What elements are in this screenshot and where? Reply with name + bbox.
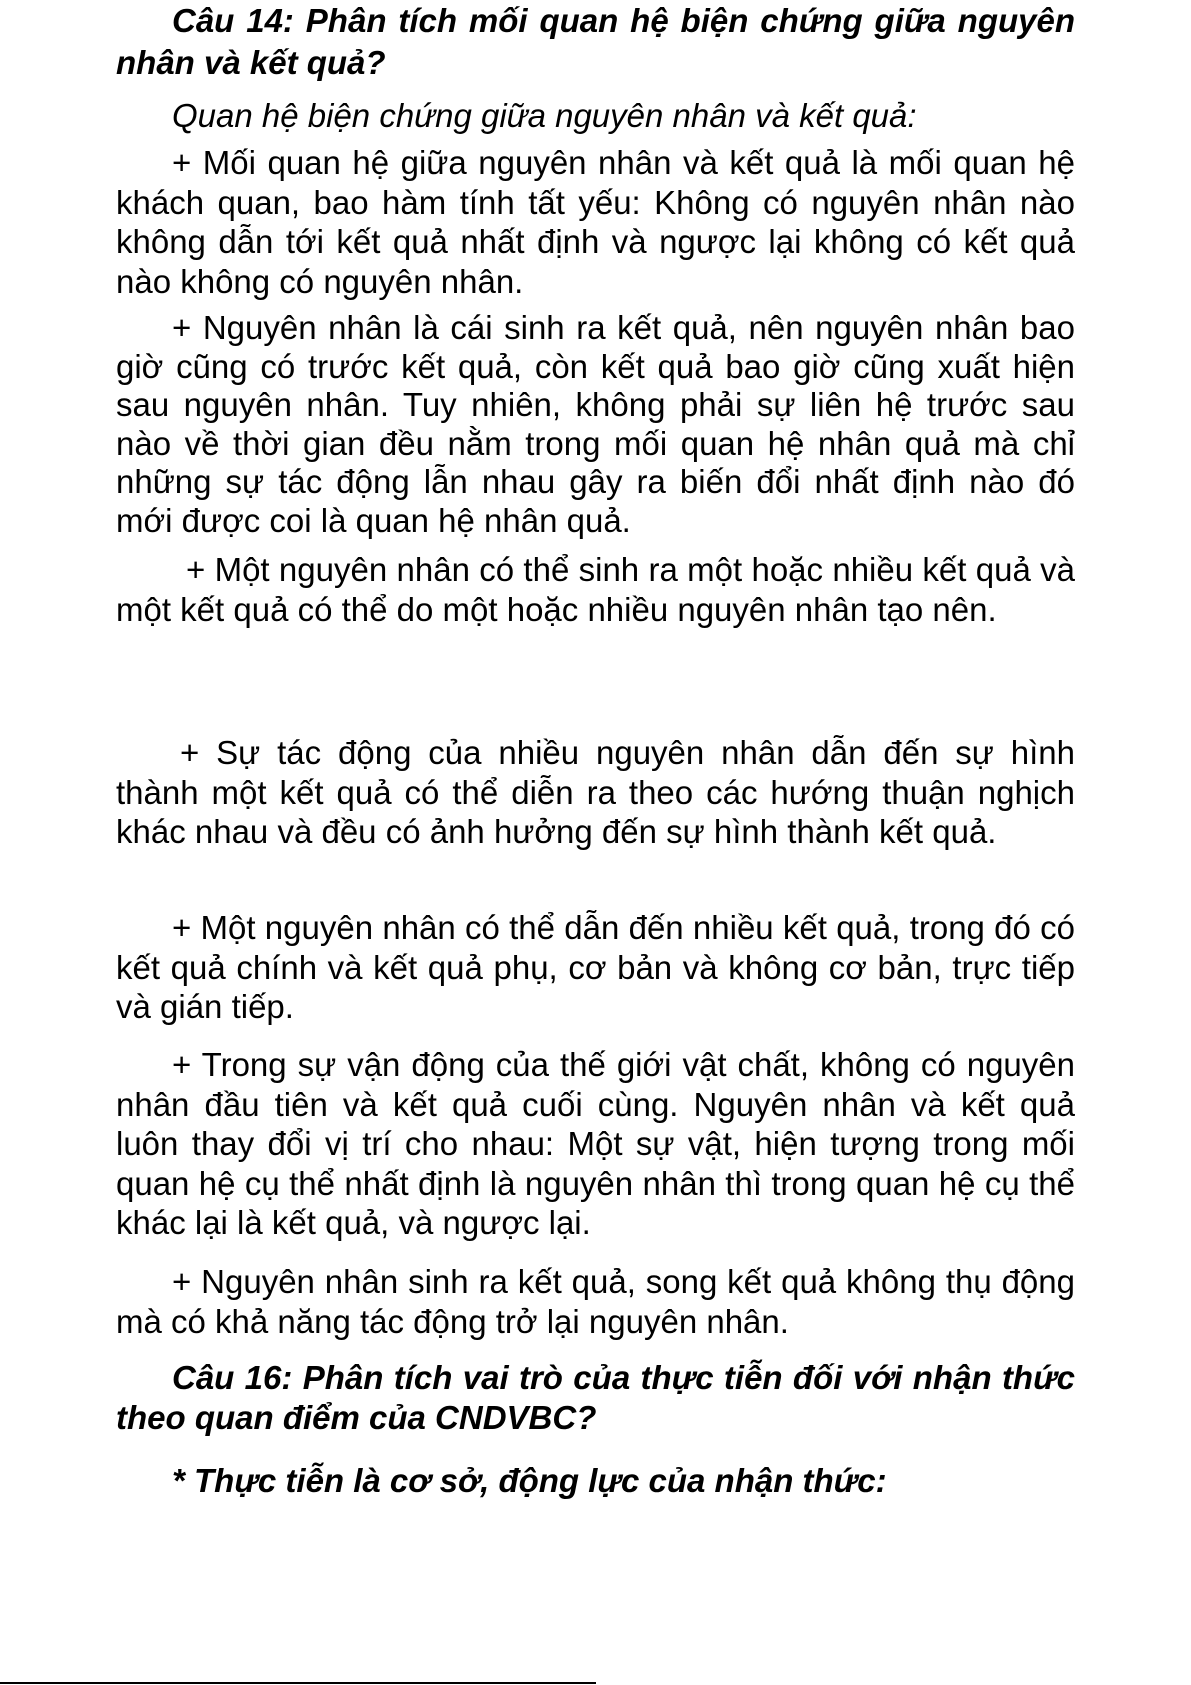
question-16-subheading: * Thực tiễn là cơ sở, động lực của nhận thức: — [172, 1462, 887, 1499]
point-7: + Nguyên nhân sinh ra kết quả, song kết quả không thụ động mà có khả năng tác động trở lại nguyên nhân. — [116, 1263, 1075, 1340]
point-4: + Sự tác động của nhiều nguyên nhân dẫn đến sự hình thành một kết quả có thể diễn ra theo các hướng thuận nghịch khác nhau và đều có ảnh hưởng đến sự hình thành kết quả. — [116, 734, 1075, 850]
footer-rule — [0, 1682, 596, 1684]
point-3: + Một nguyên nhân có thể sinh ra một hoặc nhiều kết quả và một kết quả có thể do một hoặc nhiều nguyên nhân tạo nên. — [116, 551, 1075, 628]
point-5: + Một nguyên nhân có thể dẫn đến nhiều kết quả, trong đó có kết quả chính và kết quả phụ, cơ bản và không cơ bản, trực tiếp và gián tiếp. — [116, 909, 1075, 1025]
point-1: + Mối quan hệ giữa nguyên nhân và kết quả là mối quan hệ khách quan, bao hàm tính tất yếu: Không có nguyên nhân nào không dẫn tới kết quả nhất định và ngược lại không có kết quả nào không có nguyên nhân. — [116, 144, 1075, 300]
question-16-heading: Câu 16: Phân tích vai trò của thực tiễn đối với nhận thức theo quan điểm của CNDVBC? — [116, 1359, 1075, 1436]
point-6: + Trong sự vận động của thế giới vật chất, không có nguyên nhân đầu tiên và kết quả cuối cùng. Nguyên nhân và kết quả luôn thay đổi vị trí cho nhau: Một sự vật, hiện tượng trong mối quan hệ cụ thể nhất định là nguyên nhân thì trong quan hệ cụ thể khác lại là kết quả, và ngược lại. — [116, 1046, 1075, 1241]
point-2: + Nguyên nhân là cái sinh ra kết quả, nên nguyên nhân bao giờ cũng có trước kết quả, còn kết quả bao giờ cũng xuất hiện sau nguyên nhân. Tuy nhiên, không phải sự liên hệ trước sau nào về thời gian đều nằm trong mối quan hệ nhân quả mà chỉ những sự tác động lẫn nhau gây ra biến đổi nhất định nào đó mới được coi là quan hệ nhân quả. — [116, 309, 1075, 539]
question-14-subtitle: Quan hệ biện chứng giữa nguyên nhân và kết quả: — [172, 97, 917, 134]
question-14-heading: Câu 14: Phân tích mối quan hệ biện chứng giữa nguyên nhân và kết quả? — [116, 2, 1075, 81]
